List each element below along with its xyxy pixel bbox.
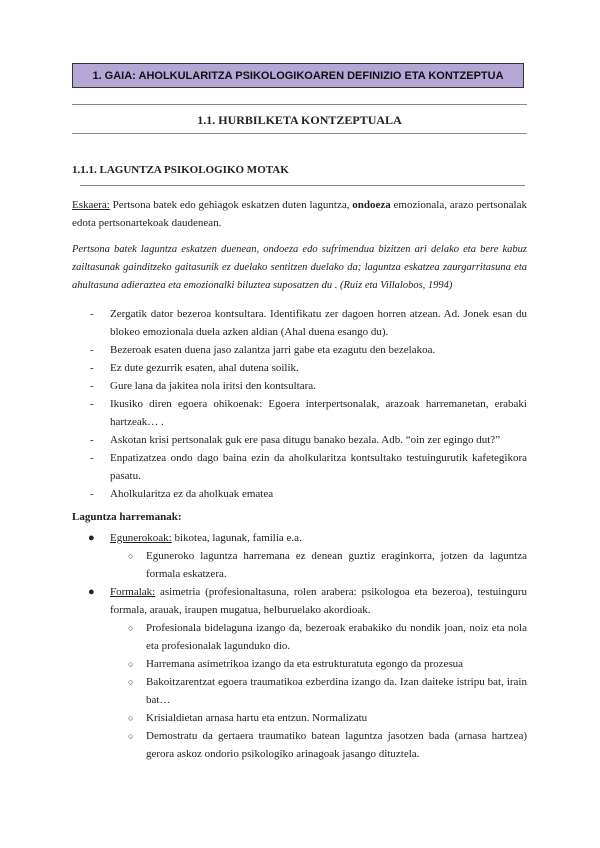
- text: emozionala, arazo pertsonalak edota pertsonartekoak daudenean.: [72, 199, 527, 229]
- list-item: - Gure lana da jakitea nola iritsi den kontsultara.: [90, 380, 316, 392]
- list-item: - Aholkularitza ez da aholkuak ematea: [90, 488, 274, 500]
- list-item: - Zergatik dator bezeroa kontsultara. Identifikatu zer dagoen horren atzean. Ad. Jonek esan du blokeo emozionala duela azken aldian (Ahal duena esango du).: [90, 308, 527, 338]
- list-item: - Ez dute gezurrik esaten, ahal dutena soilik.: [90, 362, 299, 374]
- list-item: - Askotan krisi pertsonalak guk ere pasa ditugu banako bezala. Adb. “oin zer egingo dut?”: [90, 434, 501, 446]
- divider: [80, 185, 525, 186]
- sub-list-item: ○ Eguneroko laguntza harremana ez denean guztiz eraginkorra, jotzen da laguntza formala eskatzera.: [128, 550, 527, 580]
- sub-list-item: ○ Harremana asimetrikoa izango da eta estrukturatuta egongo da prozesua: [128, 658, 464, 670]
- sub-list-item: ○ Krisialdietan arnasa hartu eta entzun. Normalizatu: [128, 712, 368, 724]
- chapter-title: 1. GAIA: AHOLKULARITZA PSIKOLOGIKOAREN DEFINIZIO ETA KONTZEPTUA: [72, 63, 524, 88]
- section-heading: 1.1. HURBILKETA KONTZEPTUALA: [197, 113, 402, 127]
- text: Pertsona batek edo gehiagok eskatzen duten laguntza,: [109, 199, 353, 211]
- sub-list-item: ○ Profesionala bidelaguna izango da, bezeroak erabakiko du nondik joan, noiz eta nola eta profesionalak lagunduko dio.: [128, 622, 527, 652]
- subsection-heading: 1.1.1. LAGUNTZA PSIKOLOGIKO MOTAK: [72, 164, 289, 176]
- quote-paragraph: Pertsona batek laguntza eskatzen duenean, ondoeza edo sufrimendua bizitzen ari delako eta bere kabuz zailtasunak gainditzeko gaitasunik ez duelako sentitzen duelako da; laguntza eskatzea zaurgarritasuna eta ahultasuna adieraztea eta emozionalki biluztea suposatzen du . (Ruiz eta Villalobos, 1994): [72, 244, 527, 291]
- list-item: - Ikusiko diren egoera ohikoenak: Egoera interpertsonalak, arazoak harremanetan, erabaki hartzeak… .: [90, 398, 527, 428]
- divider: [72, 133, 527, 134]
- relations-heading: Laguntza harremanak:: [72, 511, 182, 523]
- eskaera-paragraph: [72, 196, 527, 232]
- list-item: - Bezeroak esaten duena jaso zalantza jarri gabe eta ezagutu den bezelakoa.: [90, 344, 436, 356]
- eskaera-label: Eskaera:: [72, 199, 110, 211]
- list-item: - Enpatizatzea ondo dago baina ezin da aholkularitza kontsultako testuingurutik kafetegikora pasatu.: [90, 452, 527, 482]
- dash-list: [72, 305, 527, 503]
- divider: [72, 104, 527, 105]
- bold-term: ondoeza: [352, 199, 391, 211]
- list-item: ● Formalak: asimetria (profesionaltasuna, rolen arabera: psikologoa eta bezeroa), testuinguru formala, arauak, iraupen mugatua, helburuelako akordioak.: [88, 586, 527, 616]
- list-item: ● Egunerokoak: bikotea, lagunak, familia e.a.: [88, 532, 302, 544]
- relations-list: [72, 529, 527, 763]
- sub-list-item: ○ Demostratu da gertaera traumatiko batean laguntza jasotzen bada (arnasa hartzea) gerora askoz ondorio psikologiko arinagoak jasango dituztela.: [128, 730, 527, 760]
- sub-list-item: ○ Bakoitzarentzat egoera traumatikoa ezberdina izango da. Izan daiteke istripu bat, irain bat…: [128, 676, 527, 706]
